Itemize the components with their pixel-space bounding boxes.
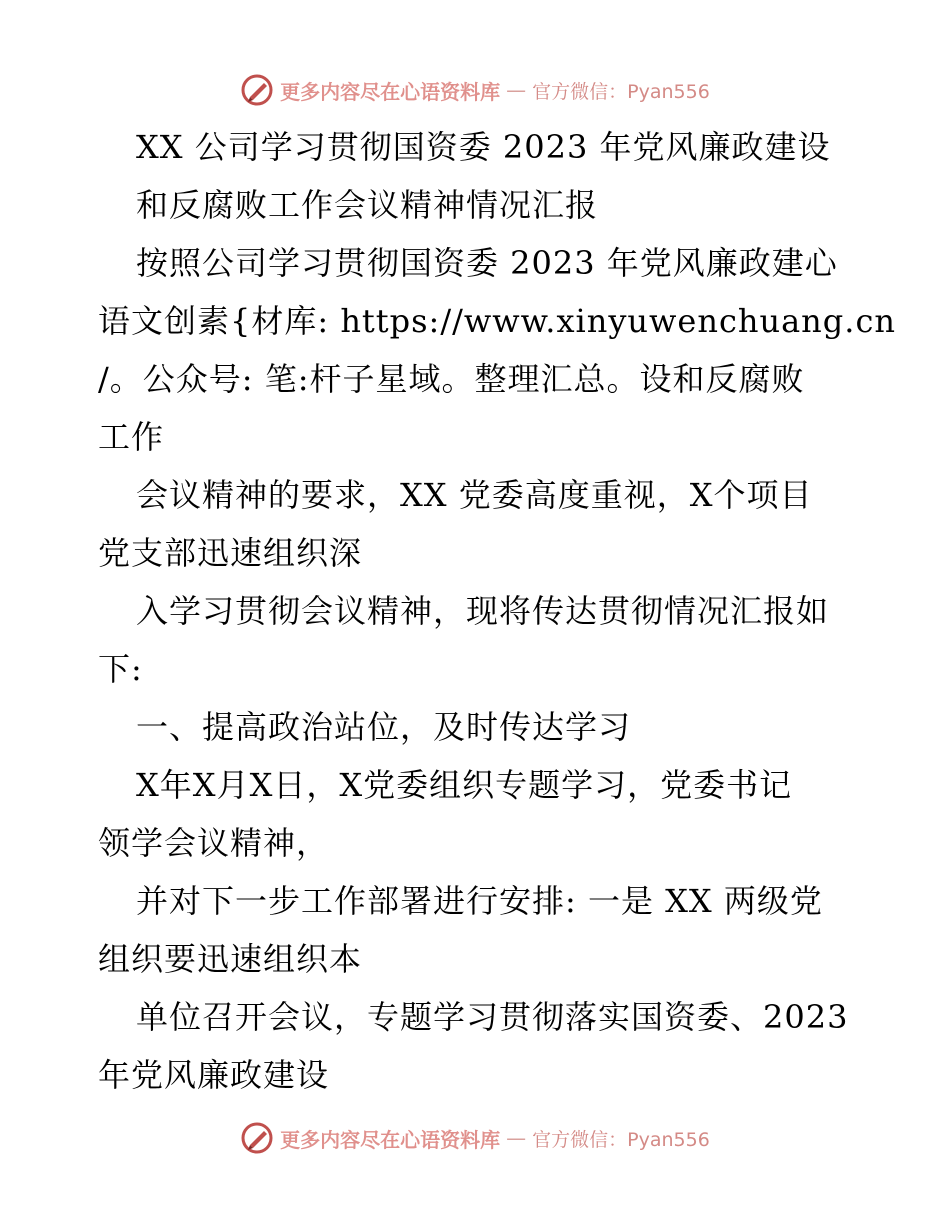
banner-separator: — (506, 1126, 527, 1150)
paragraph-line: 按照公司学习贯彻国资委 2023 年党风廉政建心 (136, 244, 838, 282)
paragraph-line: 年党风廉政建设 (98, 1056, 330, 1094)
banner-text: 更多内容尽在心语资料库 (280, 1127, 501, 1152)
section-heading: 一、提高政治站位，及时传达学习 (136, 708, 632, 746)
paragraph-line: 语文创素{材库: https://www.xinyuwenchuang.cn (98, 302, 896, 340)
title-line-2: 和反腐败工作会议精神情况汇报 (136, 186, 599, 224)
paragraph-line: /。公众号: 笔:杆子星域。整理汇总。设和反腐败 (98, 360, 805, 398)
paragraph-line: 并对下一步工作部署进行安排: 一是 XX 两级党 (136, 882, 823, 920)
pen-logo-icon (240, 73, 274, 107)
pen-logo-icon (240, 1121, 274, 1155)
paragraph-line: 党支部迅速组织深 (98, 534, 363, 572)
paragraph-line: 工作 (98, 418, 165, 456)
title-line-1: XX 公司学习贯彻国资委 2023 年党风廉政建设 (136, 128, 831, 166)
paragraph-line: 领学会议精神， (98, 824, 330, 862)
banner-wechat: 官方微信：Pyan556 (532, 1128, 710, 1151)
banner-text: 更多内容尽在心语资料库 (280, 79, 501, 104)
banner-wechat: 官方微信：Pyan556 (532, 80, 710, 103)
paragraph-line: 组织要迅速组织本 (98, 940, 363, 978)
header-banner (0, 70, 950, 110)
document-body (98, 118, 896, 1104)
paragraph-line: X年X月X日，X党委组织专题学习，党委书记 (136, 766, 793, 804)
paragraph-line: 入学习贯彻会议精神，现将传达贯彻情况汇报如 (136, 592, 830, 630)
paragraph-line: 会议精神的要求，XX 党委高度重视，X个项目 (136, 476, 813, 514)
paragraph-line: 单位召开会议，专题学习贯彻落实国资委、2023 (136, 998, 849, 1036)
paragraph-line: 下: (98, 650, 143, 688)
banner-separator: — (506, 78, 527, 102)
footer-banner (0, 1118, 950, 1158)
